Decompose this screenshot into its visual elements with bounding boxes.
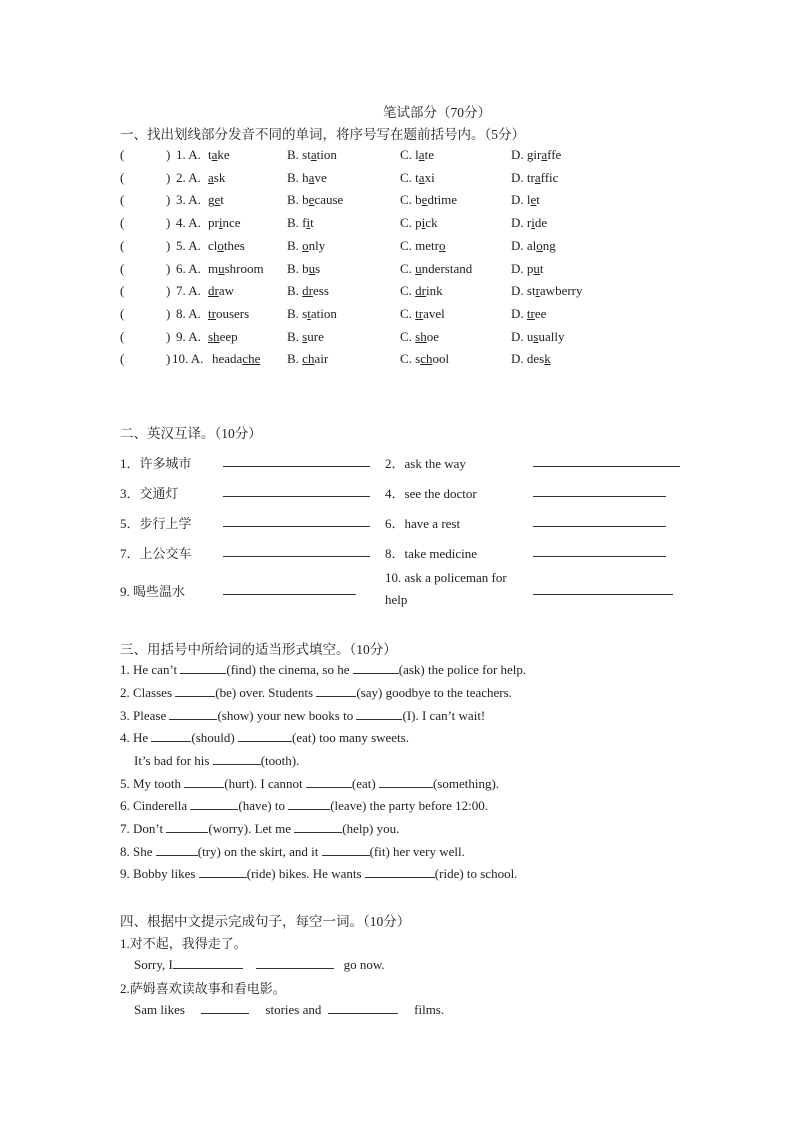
underlined-letters: a	[310, 147, 317, 162]
s2-answer-line-8[interactable]	[533, 556, 666, 557]
underlined-letters: e	[421, 192, 428, 208]
underlined-letters: o	[439, 237, 446, 253]
option-c	[400, 329, 439, 345]
word-part: ation	[310, 305, 337, 321]
word-part: m	[208, 260, 219, 276]
word-part: t	[310, 215, 314, 231]
word-part: ually	[538, 328, 565, 344]
s1-question-row	[120, 283, 680, 301]
s2-answer-line-4[interactable]	[533, 496, 666, 497]
answer-bracket-open[interactable]: (	[120, 260, 125, 276]
answer-bracket-open[interactable]: (	[120, 147, 125, 162]
answer-bracket-open[interactable]: (	[120, 283, 125, 299]
word-part: B.	[287, 283, 303, 299]
word-part: ffic	[540, 169, 559, 185]
s3-line-6: 6. Cinderella (have) to (leave) the party before 12:00.	[120, 798, 488, 813]
option-b	[287, 351, 328, 367]
option-a	[208, 215, 241, 231]
underlined-letters: r	[535, 283, 540, 299]
section2-title: 二、英汉互译。（10分）	[120, 426, 262, 441]
underlined-letters: tr	[526, 305, 535, 321]
word-part: nce	[222, 215, 241, 231]
s2-item-10: 10. ask a policeman for help	[385, 570, 507, 607]
word-part: D. r	[511, 215, 532, 231]
word-part: thes	[223, 237, 245, 253]
word-part: C. p	[400, 215, 422, 231]
s2-item-1: 1．许多城市	[120, 456, 192, 471]
word-part: cl	[208, 237, 218, 253]
word-part: D. u	[511, 328, 534, 344]
answer-bracket-close: )	[166, 328, 171, 344]
s1-question-row	[120, 192, 680, 210]
s2-answer-line-7[interactable]	[223, 556, 370, 557]
underlined-letters: e	[530, 192, 537, 208]
word-part: C. s	[400, 351, 421, 367]
question-number: 10. A.	[172, 351, 204, 367]
option-b	[287, 170, 327, 186]
word-part: B.	[287, 328, 303, 344]
underlined-letters: e	[214, 192, 221, 208]
option-a	[208, 147, 230, 163]
answer-bracket-open[interactable]: (	[120, 237, 125, 253]
s1-question-row	[120, 329, 680, 347]
option-c	[400, 192, 457, 208]
question-number: 1. A.	[176, 147, 201, 162]
option-b	[287, 147, 337, 163]
option-d	[511, 147, 561, 163]
word-part: ousers	[215, 305, 250, 321]
question-number: 7. A.	[176, 283, 201, 299]
blank[interactable]	[175, 684, 215, 697]
option-b	[287, 238, 325, 254]
word-part: g	[208, 192, 215, 208]
word-part: ck	[425, 215, 438, 231]
underlined-letters: sh	[415, 328, 427, 344]
word-part: ink	[426, 283, 443, 299]
s3-line-8: 8. She (try) on the skirt, and it (fit) her very well.	[120, 844, 465, 859]
option-a	[208, 329, 238, 345]
option-b	[287, 261, 320, 277]
option-d	[511, 238, 556, 254]
option-b	[287, 215, 314, 231]
option-b	[287, 283, 329, 299]
word-part: D. gir	[511, 147, 542, 162]
word-part: B.	[287, 237, 303, 253]
underlined-letters: che	[242, 351, 261, 367]
answer-bracket-close: )	[166, 215, 171, 231]
blank[interactable]	[201, 1001, 249, 1014]
s2-answer-line-10[interactable]	[533, 594, 673, 595]
option-b	[287, 192, 343, 208]
blank[interactable]	[156, 843, 198, 856]
underlined-letters: tr	[208, 305, 216, 321]
word-part: t	[220, 192, 224, 208]
underlined-letters: t	[307, 305, 311, 321]
answer-bracket-close: )	[166, 351, 171, 367]
s2-item-7: 7．上公交车	[120, 546, 192, 561]
option-b	[287, 306, 337, 322]
word-part: B.	[287, 351, 303, 367]
underlined-letters: a	[211, 147, 218, 162]
word-part: B. b	[287, 192, 309, 208]
s2-item-4: 4．see the doctor	[385, 486, 477, 501]
underlined-letters: dr	[415, 283, 427, 299]
answer-bracket-open[interactable]: (	[120, 215, 125, 231]
underlined-letters: s	[302, 328, 308, 344]
word-part: D. des	[511, 351, 545, 367]
s4-q1-en: Sorry, I go now.	[134, 957, 385, 972]
word-part: air	[314, 351, 329, 367]
word-part: B. s	[287, 305, 308, 321]
s1-question-row	[120, 261, 680, 279]
underlined-letters: k	[544, 351, 551, 367]
underlined-letters: a	[418, 169, 425, 185]
underlined-letters: sh	[208, 328, 220, 344]
answer-bracket-close: )	[166, 283, 171, 299]
s1-question-row	[120, 351, 680, 369]
option-c	[400, 215, 438, 231]
answer-bracket-open[interactable]: (	[120, 169, 125, 185]
s3-line-4b: It’s bad for his (tooth).	[134, 753, 300, 768]
s1-question-row	[120, 147, 680, 165]
answer-bracket-open[interactable]: (	[120, 351, 125, 367]
word-part: ve	[314, 169, 327, 185]
option-d	[511, 306, 546, 322]
blank[interactable]	[356, 707, 402, 720]
word-part: C.	[400, 305, 416, 321]
option-d	[511, 329, 564, 345]
s2-answer-line-1[interactable]	[223, 466, 370, 467]
word-part: D. p	[511, 260, 534, 276]
option-d	[511, 215, 547, 231]
word-part: D. l	[511, 192, 531, 208]
word-part: te	[424, 147, 434, 162]
underlined-letters: a	[208, 169, 214, 185]
word-part: B. f	[287, 215, 307, 231]
answer-bracket-open[interactable]: (	[120, 328, 125, 344]
option-c	[400, 238, 446, 254]
s2-item-2: 2．ask the way	[385, 456, 466, 471]
blank[interactable]	[365, 865, 435, 878]
word-part: tion	[316, 147, 337, 162]
s3-line-1: 1. He can’t (find) the cinema, so he (ask) the police for help.	[120, 662, 527, 677]
option-b	[287, 329, 324, 345]
word-part: ool	[432, 351, 450, 367]
word-part: B. st	[287, 147, 311, 162]
option-c	[400, 306, 445, 322]
blank[interactable]	[151, 729, 191, 742]
blank[interactable]	[166, 820, 208, 833]
underlined-letters: u	[533, 260, 540, 276]
underlined-letters: dr	[302, 283, 314, 299]
s2-answer-line-9[interactable]	[223, 594, 356, 595]
s2-answer-line-5[interactable]	[223, 526, 370, 527]
underlined-letters: tr	[415, 305, 424, 321]
underlined-letters: ch	[420, 351, 433, 367]
word-part: nderstand	[421, 260, 473, 276]
option-d	[511, 192, 540, 208]
word-part: D. st	[511, 283, 536, 299]
answer-bracket-open[interactable]: (	[120, 192, 125, 208]
question-number: 3. A.	[176, 192, 201, 208]
blank[interactable]	[316, 684, 356, 697]
blank[interactable]	[294, 820, 342, 833]
answer-bracket-close: )	[166, 237, 171, 253]
word-part: xi	[424, 169, 435, 185]
answer-bracket-open[interactable]: (	[120, 305, 125, 321]
question-number: 9. A.	[176, 328, 201, 344]
word-part: B. h	[287, 169, 309, 185]
word-part: C.	[400, 328, 416, 344]
s4-q2-en: Sam likes stories and films.	[134, 1002, 445, 1017]
underlined-letters: u	[308, 260, 316, 276]
s4-q1-cn: 1.对不起，我得走了。	[120, 936, 247, 951]
word-part: de	[534, 215, 548, 231]
s3-line-7: 7. Don’t (worry). Let me (help) you.	[120, 821, 400, 836]
blank[interactable]	[238, 729, 292, 742]
blank[interactable]	[379, 775, 433, 788]
option-a	[208, 192, 224, 208]
word-part: ess	[313, 283, 329, 299]
option-d	[511, 351, 551, 367]
word-part: avel	[423, 305, 445, 321]
word-part: eep	[219, 328, 238, 344]
word-part: sk	[213, 169, 226, 185]
question-number: 5. A.	[176, 237, 201, 253]
underlined-letters: o	[536, 237, 543, 253]
option-a	[208, 238, 245, 254]
option-c	[400, 261, 472, 277]
section1-title: 一、找出划线部分发音不同的单词，将序号写在题前括号内。（5分）	[120, 127, 525, 142]
question-number: 4. A.	[176, 215, 201, 231]
page-title: 笔试部分（70分）	[383, 105, 491, 120]
section4-title: 四、根据中文提示完成句子，每空一词。（10分）	[120, 914, 411, 929]
s3-line-9: 9. Bobby likes (ride) bikes. He wants (ride) to school.	[120, 866, 518, 881]
word-part: ure	[307, 328, 324, 344]
word-part: awberry	[539, 283, 583, 299]
option-d	[511, 283, 583, 299]
word-part: oe	[426, 328, 440, 344]
word-part: C.	[400, 283, 416, 299]
s1-question-row	[120, 170, 680, 188]
word-part: D.	[511, 305, 527, 321]
underlined-letters: s	[533, 328, 539, 344]
question-number: 2. A.	[176, 169, 201, 185]
word-part: shroom	[224, 260, 264, 276]
s2-item-9: 9. 喝些温水	[120, 584, 186, 599]
underlined-letters: i	[531, 215, 535, 231]
word-part: heada	[212, 351, 243, 367]
word-part: D. al	[511, 237, 537, 253]
blank[interactable]	[199, 865, 247, 878]
word-part: C. b	[400, 192, 422, 208]
option-c	[400, 170, 435, 186]
s3-line-4: 4. He (should) (eat) too many sweets.	[120, 730, 409, 745]
option-a	[208, 283, 234, 299]
blank[interactable]	[353, 661, 399, 674]
s3-line-2: 2. Classes (be) over. Students (say) goodbye to the teachers.	[120, 685, 512, 700]
underlined-letters: o	[302, 237, 309, 253]
word-part: s	[315, 260, 321, 276]
word-part: pr	[208, 215, 219, 231]
s4-q2-cn: 2.萨姆喜欢读故事和看电影。	[120, 981, 286, 996]
underlined-letters: a	[534, 169, 541, 185]
s3-line-5: 5. My tooth (hurt). I cannot (eat) (something).	[120, 776, 500, 791]
option-d	[511, 261, 544, 277]
s2-answer-line-6[interactable]	[533, 526, 666, 527]
blank[interactable]	[180, 661, 226, 674]
blank[interactable]	[184, 775, 224, 788]
blank[interactable]	[213, 752, 261, 765]
blank[interactable]	[322, 843, 370, 856]
answer-bracket-close: )	[166, 147, 171, 162]
blank[interactable]	[169, 707, 217, 720]
underlined-letters: a	[308, 169, 315, 185]
word-part: B. b	[287, 260, 309, 276]
word-part: ee	[534, 305, 547, 321]
underlined-letters: a	[541, 147, 548, 162]
underlined-letters: e	[308, 192, 315, 208]
s2-item-8: 8．take medicine	[385, 546, 478, 561]
question-number: 6. A.	[176, 260, 201, 276]
word-part: dtime	[427, 192, 458, 208]
word-part: D. tr	[511, 169, 535, 185]
blank[interactable]	[190, 797, 238, 810]
option-c	[400, 283, 443, 299]
underlined-letters: u	[218, 260, 225, 276]
option-c	[400, 147, 434, 163]
s2-item-3: 3．交通灯	[120, 486, 179, 501]
s1-question-row	[120, 215, 680, 233]
option-c	[400, 351, 449, 367]
s2-item-5: 5．步行上学	[120, 516, 192, 531]
underlined-letters: a	[418, 147, 425, 162]
option-a	[212, 351, 260, 367]
blank[interactable]	[306, 775, 352, 788]
underlined-letters: o	[217, 237, 224, 253]
word-part: C.	[400, 260, 416, 276]
answer-bracket-close: )	[166, 192, 171, 208]
blank[interactable]	[288, 797, 330, 810]
blank[interactable]	[328, 1001, 398, 1014]
word-part: nly	[308, 237, 326, 253]
underlined-letters: i	[218, 215, 223, 231]
answer-bracket-close: )	[166, 305, 171, 321]
blank[interactable]	[173, 956, 243, 969]
answer-bracket-close: )	[166, 260, 171, 276]
s2-answer-line-3[interactable]	[223, 496, 370, 497]
option-a	[208, 170, 225, 186]
blank[interactable]	[256, 956, 334, 969]
s1-question-row	[120, 306, 680, 324]
word-part: cause	[314, 192, 344, 208]
underlined-letters: i	[306, 215, 311, 231]
s1-question-row	[120, 238, 680, 256]
s3-line-3: 3. Please (show) your new books to (I). I can’t wait!	[120, 708, 486, 723]
s2-answer-line-2[interactable]	[533, 466, 680, 467]
word-part: t	[536, 192, 540, 208]
word-part: ng	[542, 237, 556, 253]
option-a	[208, 306, 249, 322]
answer-bracket-close: )	[166, 169, 171, 185]
word-part: C. l	[400, 147, 419, 162]
question-number: 8. A.	[176, 305, 201, 321]
section3-title: 三、用括号中所给词的适当形式填空。（10分）	[120, 642, 397, 657]
word-part: C. t	[400, 169, 419, 185]
underlined-letters: ch	[302, 351, 315, 367]
word-part: t	[208, 147, 212, 162]
option-d	[511, 170, 558, 186]
underlined-letters: u	[415, 260, 422, 276]
word-part: C. metr	[400, 237, 439, 253]
s2-item-6: 6．have a rest	[385, 516, 461, 531]
word-part: ffe	[547, 147, 562, 162]
underlined-letters: dr	[208, 283, 219, 299]
underlined-letters: i	[421, 215, 426, 231]
option-a	[208, 261, 264, 277]
word-part: t	[539, 260, 544, 276]
word-part: aw	[218, 283, 235, 299]
word-part: ke	[217, 147, 230, 162]
